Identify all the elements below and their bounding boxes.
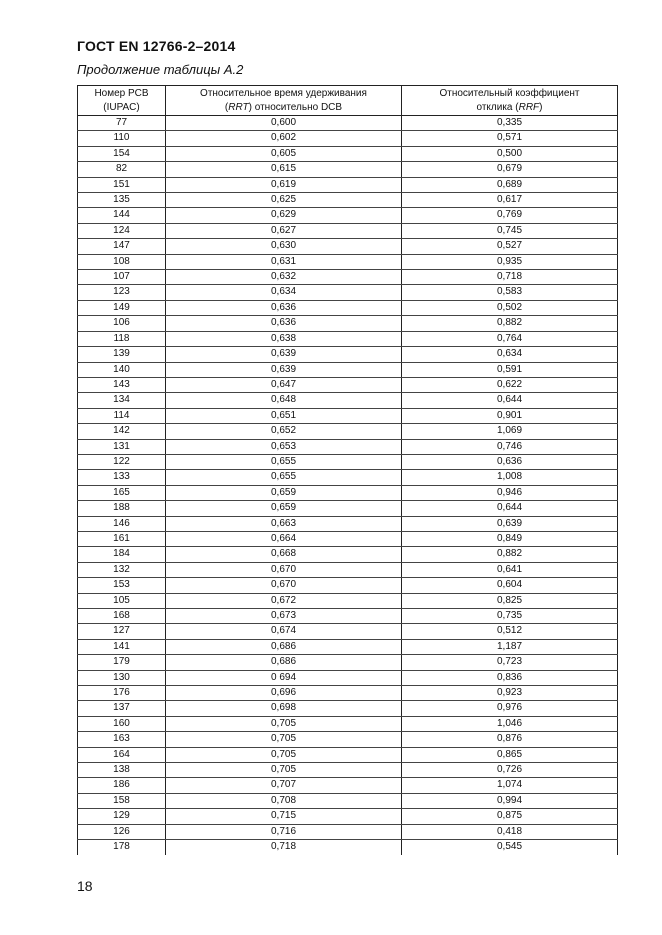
rrt-cell: 0,686 bbox=[166, 639, 402, 654]
table-row bbox=[78, 270, 618, 285]
pcb-number-cell: 168 bbox=[78, 609, 166, 624]
table-row bbox=[78, 562, 618, 577]
rrt-cell: 0,627 bbox=[166, 223, 402, 238]
table-row bbox=[78, 362, 618, 377]
rrf-cell: 0,976 bbox=[402, 701, 618, 716]
rrt-cell: 0,659 bbox=[166, 501, 402, 516]
rrt-cell: 0,636 bbox=[166, 300, 402, 315]
table-row bbox=[78, 578, 618, 593]
rrt-cell: 0,707 bbox=[166, 778, 402, 793]
rrt-cell: 0,670 bbox=[166, 562, 402, 577]
rrf-cell: 1,187 bbox=[402, 639, 618, 654]
rrt-cell: 0,674 bbox=[166, 624, 402, 639]
table-row bbox=[78, 239, 618, 254]
rrt-cell: 0,639 bbox=[166, 347, 402, 362]
table-row bbox=[78, 193, 618, 208]
rrf-cell: 0,545 bbox=[402, 840, 618, 855]
rrt-cell: 0,629 bbox=[166, 208, 402, 223]
rrt-cell: 0,631 bbox=[166, 254, 402, 269]
header-rrt-abbrev: RRT bbox=[228, 101, 249, 113]
pcb-number-cell: 160 bbox=[78, 716, 166, 731]
pcb-number-cell: 138 bbox=[78, 763, 166, 778]
table-row bbox=[78, 177, 618, 192]
rrt-cell: 0 694 bbox=[166, 670, 402, 685]
table-row bbox=[78, 347, 618, 362]
rrf-cell: 0,689 bbox=[402, 177, 618, 192]
pcb-number-cell: 114 bbox=[78, 408, 166, 423]
rrf-cell: 0,836 bbox=[402, 670, 618, 685]
rrt-cell: 0,655 bbox=[166, 470, 402, 485]
rrf-cell: 0,849 bbox=[402, 531, 618, 546]
rrf-cell: 0,735 bbox=[402, 609, 618, 624]
rrt-cell: 0,715 bbox=[166, 809, 402, 824]
rrt-cell: 0,602 bbox=[166, 131, 402, 146]
rrf-cell: 0,502 bbox=[402, 300, 618, 315]
table-row bbox=[78, 747, 618, 762]
table-body bbox=[78, 116, 618, 855]
rrf-cell: 0,604 bbox=[402, 578, 618, 593]
rrf-cell: 0,825 bbox=[402, 593, 618, 608]
rrt-cell: 0,705 bbox=[166, 763, 402, 778]
table-row bbox=[78, 316, 618, 331]
rrf-cell: 0,994 bbox=[402, 793, 618, 808]
rrf-cell: 0,746 bbox=[402, 439, 618, 454]
pcb-number-cell: 165 bbox=[78, 485, 166, 500]
rrf-cell: 0,641 bbox=[402, 562, 618, 577]
rrt-cell: 0,600 bbox=[166, 116, 402, 131]
pcb-number-cell: 142 bbox=[78, 424, 166, 439]
pcb-number-cell: 186 bbox=[78, 778, 166, 793]
pcb-data-table bbox=[77, 85, 618, 855]
table-row bbox=[78, 439, 618, 454]
pcb-number-cell: 176 bbox=[78, 686, 166, 701]
rrf-cell: 0,882 bbox=[402, 547, 618, 562]
table-row bbox=[78, 593, 618, 608]
header-rrf-line2-pre: отклика ( bbox=[476, 101, 519, 113]
rrf-cell: 0,865 bbox=[402, 747, 618, 762]
pcb-number-cell: 154 bbox=[78, 146, 166, 161]
table-row bbox=[78, 701, 618, 716]
pcb-number-cell: 144 bbox=[78, 208, 166, 223]
document-header: ГОСТ EN 12766-2–2014 bbox=[77, 38, 236, 54]
rrt-cell: 0,716 bbox=[166, 824, 402, 839]
rrf-cell: 0,745 bbox=[402, 223, 618, 238]
rrf-cell: 0,726 bbox=[402, 763, 618, 778]
table-row bbox=[78, 377, 618, 392]
table-row bbox=[78, 639, 618, 654]
rrf-cell: 0,882 bbox=[402, 316, 618, 331]
table-row bbox=[78, 208, 618, 223]
pcb-number-cell: 161 bbox=[78, 531, 166, 546]
table-row bbox=[78, 809, 618, 824]
table-row bbox=[78, 131, 618, 146]
table-continuation-caption: Продолжение таблицы А.2 bbox=[77, 62, 244, 77]
rrf-cell: 0,679 bbox=[402, 162, 618, 177]
rrf-cell: 0,923 bbox=[402, 686, 618, 701]
pcb-number-cell: 158 bbox=[78, 793, 166, 808]
header-pcb-number-line2: (IUPAC) bbox=[103, 101, 140, 113]
rrt-cell: 0,659 bbox=[166, 485, 402, 500]
table-row bbox=[78, 501, 618, 516]
table-row bbox=[78, 624, 618, 639]
rrf-cell: 0,644 bbox=[402, 393, 618, 408]
rrf-cell: 0,500 bbox=[402, 146, 618, 161]
rrf-cell: 0,636 bbox=[402, 454, 618, 469]
rrf-cell: 0,634 bbox=[402, 347, 618, 362]
pcb-number-cell: 139 bbox=[78, 347, 166, 362]
rrt-cell: 0,668 bbox=[166, 547, 402, 562]
rrt-cell: 0,630 bbox=[166, 239, 402, 254]
rrt-cell: 0,705 bbox=[166, 716, 402, 731]
pcb-number-cell: 134 bbox=[78, 393, 166, 408]
header-rrf-line1: Относительный коэффициент bbox=[439, 87, 580, 99]
rrt-cell: 0,648 bbox=[166, 393, 402, 408]
table-row bbox=[78, 655, 618, 670]
rrt-cell: 0,639 bbox=[166, 362, 402, 377]
rrt-cell: 0,652 bbox=[166, 424, 402, 439]
rrf-cell: 0,527 bbox=[402, 239, 618, 254]
header-rrf bbox=[402, 86, 618, 116]
rrt-cell: 0,673 bbox=[166, 609, 402, 624]
pcb-number-cell: 188 bbox=[78, 501, 166, 516]
pcb-number-cell: 163 bbox=[78, 732, 166, 747]
rrt-cell: 0,655 bbox=[166, 454, 402, 469]
pcb-number-cell: 137 bbox=[78, 701, 166, 716]
rrf-cell: 0,418 bbox=[402, 824, 618, 839]
header-pcb-number bbox=[78, 86, 166, 116]
table-header-row bbox=[78, 86, 618, 116]
rrt-cell: 0,632 bbox=[166, 270, 402, 285]
header-pcb-number-line1: Номер PCB bbox=[94, 87, 149, 99]
rrt-cell: 0,615 bbox=[166, 162, 402, 177]
rrf-cell: 0,946 bbox=[402, 485, 618, 500]
table-row bbox=[78, 732, 618, 747]
rrf-cell: 0,639 bbox=[402, 516, 618, 531]
rrt-cell: 0,634 bbox=[166, 285, 402, 300]
table-row bbox=[78, 285, 618, 300]
table-row bbox=[78, 824, 618, 839]
table-row bbox=[78, 485, 618, 500]
pcb-number-cell: 141 bbox=[78, 639, 166, 654]
table-row bbox=[78, 531, 618, 546]
table-row bbox=[78, 223, 618, 238]
pcb-number-cell: 131 bbox=[78, 439, 166, 454]
rrf-cell: 0,875 bbox=[402, 809, 618, 824]
rrf-cell: 1,008 bbox=[402, 470, 618, 485]
rrt-cell: 0,686 bbox=[166, 655, 402, 670]
pcb-number-cell: 107 bbox=[78, 270, 166, 285]
pcb-number-cell: 146 bbox=[78, 516, 166, 531]
rrf-cell: 0,617 bbox=[402, 193, 618, 208]
table-row bbox=[78, 778, 618, 793]
rrt-cell: 0,663 bbox=[166, 516, 402, 531]
table-row bbox=[78, 686, 618, 701]
rrf-cell: 1,046 bbox=[402, 716, 618, 731]
header-rrt-line2-post: ) относительно DCB bbox=[248, 101, 343, 113]
rrt-cell: 0,664 bbox=[166, 531, 402, 546]
table-row bbox=[78, 454, 618, 469]
table-row bbox=[78, 300, 618, 315]
pcb-number-cell: 153 bbox=[78, 578, 166, 593]
pcb-number-cell: 147 bbox=[78, 239, 166, 254]
rrt-cell: 0,696 bbox=[166, 686, 402, 701]
pcb-number-cell: 118 bbox=[78, 331, 166, 346]
table-row bbox=[78, 254, 618, 269]
rrt-cell: 0,698 bbox=[166, 701, 402, 716]
rrt-cell: 0,638 bbox=[166, 331, 402, 346]
rrt-cell: 0,653 bbox=[166, 439, 402, 454]
rrf-cell: 0,764 bbox=[402, 331, 618, 346]
pcb-number-cell: 129 bbox=[78, 809, 166, 824]
header-rrt-line1: Относительное время удерживания bbox=[200, 87, 367, 99]
pcb-number-cell: 108 bbox=[78, 254, 166, 269]
rrt-cell: 0,670 bbox=[166, 578, 402, 593]
rrt-cell: 0,619 bbox=[166, 177, 402, 192]
pcb-number-cell: 140 bbox=[78, 362, 166, 377]
page-number: 18 bbox=[77, 878, 93, 894]
rrt-cell: 0,605 bbox=[166, 146, 402, 161]
rrt-cell: 0,647 bbox=[166, 377, 402, 392]
rrt-cell: 0,705 bbox=[166, 732, 402, 747]
pcb-number-cell: 164 bbox=[78, 747, 166, 762]
pcb-number-cell: 178 bbox=[78, 840, 166, 855]
header-rrf-line2-post: ) bbox=[539, 101, 543, 113]
header-rrf-abbrev: RRF bbox=[518, 101, 540, 113]
rrf-cell: 0,571 bbox=[402, 131, 618, 146]
pcb-number-cell: 151 bbox=[78, 177, 166, 192]
pcb-number-cell: 179 bbox=[78, 655, 166, 670]
rrf-cell: 0,591 bbox=[402, 362, 618, 377]
pcb-number-cell: 123 bbox=[78, 285, 166, 300]
rrt-cell: 0,705 bbox=[166, 747, 402, 762]
table-row bbox=[78, 424, 618, 439]
pcb-number-cell: 184 bbox=[78, 547, 166, 562]
rrf-cell: 0,935 bbox=[402, 254, 618, 269]
rrf-cell: 0,335 bbox=[402, 116, 618, 131]
pcb-number-cell: 124 bbox=[78, 223, 166, 238]
rrt-cell: 0,718 bbox=[166, 840, 402, 855]
table-row bbox=[78, 146, 618, 161]
header-rrt bbox=[166, 86, 402, 116]
table-row bbox=[78, 716, 618, 731]
pcb-number-cell: 82 bbox=[78, 162, 166, 177]
rrf-cell: 0,723 bbox=[402, 655, 618, 670]
table-row bbox=[78, 408, 618, 423]
rrf-cell: 1,074 bbox=[402, 778, 618, 793]
rrf-cell: 1,069 bbox=[402, 424, 618, 439]
rrf-cell: 0,622 bbox=[402, 377, 618, 392]
table-row bbox=[78, 470, 618, 485]
table-row bbox=[78, 393, 618, 408]
pcb-number-cell: 135 bbox=[78, 193, 166, 208]
rrf-cell: 0,718 bbox=[402, 270, 618, 285]
pcb-number-cell: 127 bbox=[78, 624, 166, 639]
rrf-cell: 0,512 bbox=[402, 624, 618, 639]
pcb-number-cell: 105 bbox=[78, 593, 166, 608]
rrt-cell: 0,708 bbox=[166, 793, 402, 808]
table-row bbox=[78, 516, 618, 531]
pcb-number-cell: 122 bbox=[78, 454, 166, 469]
rrt-cell: 0,636 bbox=[166, 316, 402, 331]
table-row bbox=[78, 162, 618, 177]
rrf-cell: 0,876 bbox=[402, 732, 618, 747]
rrf-cell: 0,583 bbox=[402, 285, 618, 300]
pcb-number-cell: 126 bbox=[78, 824, 166, 839]
rrf-cell: 0,644 bbox=[402, 501, 618, 516]
pcb-number-cell: 130 bbox=[78, 670, 166, 685]
pcb-number-cell: 149 bbox=[78, 300, 166, 315]
table-row bbox=[78, 547, 618, 562]
table-row bbox=[78, 116, 618, 131]
table-row bbox=[78, 670, 618, 685]
pcb-number-cell: 110 bbox=[78, 131, 166, 146]
rrt-cell: 0,672 bbox=[166, 593, 402, 608]
rrf-cell: 0,901 bbox=[402, 408, 618, 423]
table-row bbox=[78, 763, 618, 778]
table-row bbox=[78, 609, 618, 624]
table-row bbox=[78, 331, 618, 346]
pcb-number-cell: 132 bbox=[78, 562, 166, 577]
rrt-cell: 0,651 bbox=[166, 408, 402, 423]
header-rrt-line2-pre: ( bbox=[224, 101, 229, 113]
pcb-number-cell: 106 bbox=[78, 316, 166, 331]
data-table-container bbox=[77, 85, 617, 855]
table-row bbox=[78, 793, 618, 808]
rrt-cell: 0,625 bbox=[166, 193, 402, 208]
pcb-number-cell: 133 bbox=[78, 470, 166, 485]
table-row bbox=[78, 840, 618, 855]
pcb-number-cell: 143 bbox=[78, 377, 166, 392]
rrf-cell: 0,769 bbox=[402, 208, 618, 223]
pcb-number-cell: 77 bbox=[78, 116, 166, 131]
